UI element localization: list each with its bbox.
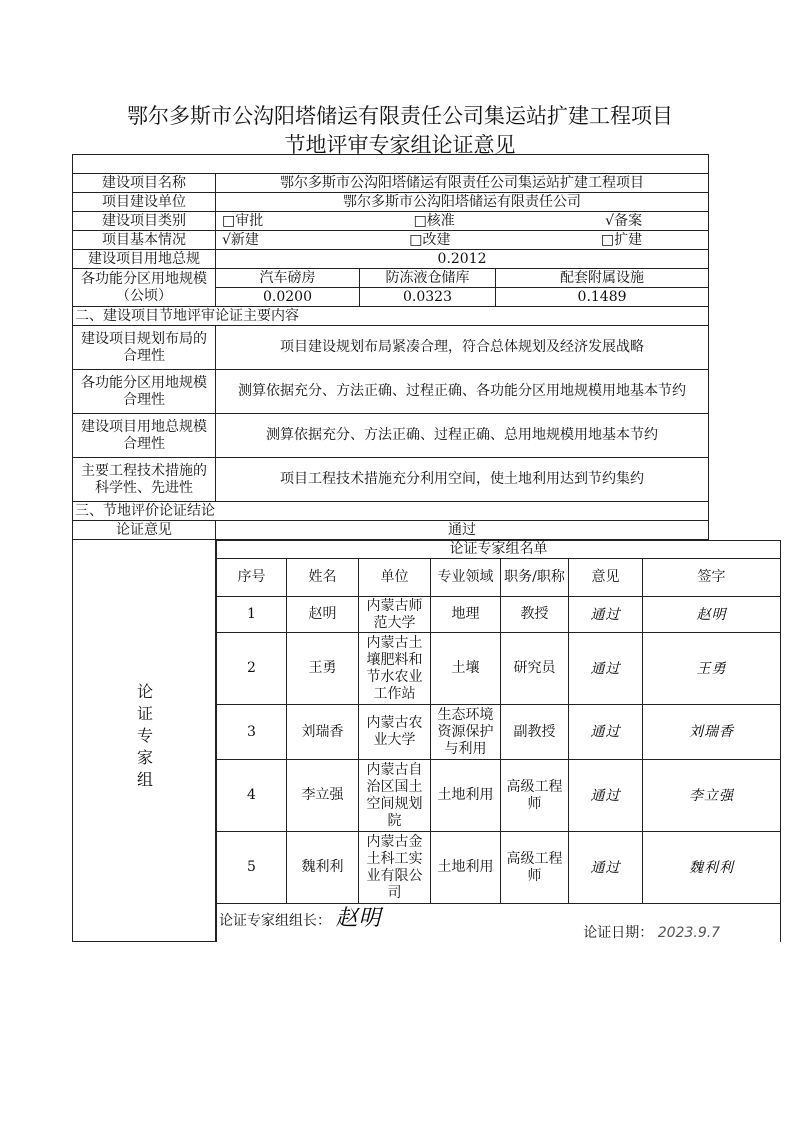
review-item-text: 项目工程技术措施充分利用空间，使土地利用达到节约集约 [216, 458, 709, 502]
project-name-value: 鄂尔多斯市公沟阳塔储运有限责任公司集运站扩建工程项目 [216, 174, 709, 193]
date-block [583, 925, 720, 942]
expert-field: 土地利用 [431, 832, 501, 904]
expert-opinion-handwritten: 通过 [569, 633, 643, 705]
zone3-name: 配套附属设施 [496, 269, 709, 288]
review-item-label: 各功能分区用地规模合理性 [73, 370, 216, 414]
expert-title: 研究员 [501, 633, 569, 705]
col-header-unit: 单位 [359, 559, 431, 597]
category-option-verify: □核准 [413, 212, 455, 229]
opinion-value: 通过 [216, 521, 709, 540]
project-category-label: 建设项目类别 [73, 212, 216, 231]
opinion-label: 论证意见 [73, 521, 216, 540]
expert-group-label-cell [73, 540, 216, 942]
zone-land-label: 各功能分区用地规模（公顷） [73, 269, 216, 307]
expert-no: 2 [217, 633, 287, 705]
project-basic-options [216, 231, 709, 250]
expert-field: 生态环境资源保护与利用 [431, 705, 501, 760]
expert-field: 土壤 [431, 633, 501, 705]
date-value: 2023.9.7 [657, 924, 721, 941]
zone1-name: 汽车磅房 [216, 269, 360, 288]
category-option-record: √备案 [605, 212, 643, 229]
expert-title: 副教授 [501, 705, 569, 760]
expert-no: 5 [217, 832, 287, 904]
review-form-table [72, 154, 735, 942]
expert-unit: 内蒙古农业大学 [359, 705, 431, 760]
basic-option-rebuild: □改建 [409, 231, 451, 248]
expert-title: 高级工程师 [501, 760, 569, 832]
category-option-approval: □审批 [222, 212, 264, 229]
project-name-label: 建设项目名称 [73, 174, 216, 193]
expert-opinion-handwritten: 通过 [569, 760, 643, 832]
col-header-field: 专业领域 [431, 559, 501, 597]
col-header-sign: 签字 [643, 559, 781, 597]
expert-signature: 王勇 [643, 633, 781, 705]
total-land-label: 建设项目用地总规 [73, 250, 216, 269]
expert-table [216, 540, 781, 942]
blank-header-row [73, 155, 709, 174]
expert-signature: 李立强 [643, 760, 781, 832]
document-subtitle: 节地评审专家组论证意见 [284, 133, 516, 157]
date-label: 论证日期： [583, 924, 654, 941]
col-header-no: 序号 [217, 559, 287, 597]
expert-title: 高级工程师 [501, 832, 569, 904]
leader-label: 论证专家组组长： [219, 913, 331, 929]
expert-name: 刘瑞香 [287, 705, 359, 760]
leader-signature: 赵明 [335, 906, 382, 931]
construction-unit-label: 项目建设单位 [73, 193, 216, 212]
expert-title: 教授 [501, 597, 569, 633]
expert-group-label: 论证专家组 [134, 683, 154, 793]
expert-list-cell [216, 540, 735, 942]
review-item-text: 测算依据充分、方法正确、过程正确、总用地规模用地基本节约 [216, 414, 709, 458]
review-item-text: 测算依据充分、方法正确、过程正确、各功能分区用地规模用地基本节约 [216, 370, 709, 414]
basic-option-new: √新建 [222, 231, 259, 248]
expert-unit: 内蒙古土壤肥料和节水农业工作站 [359, 633, 431, 705]
col-header-title: 职务/职称 [501, 559, 569, 597]
expert-signature: 赵明 [643, 597, 781, 633]
expert-signature: 刘瑞香 [643, 705, 781, 760]
section3-heading: 三、节地评价论证结论 [73, 502, 709, 521]
review-item-label: 建设项目规划布局的合理性 [73, 326, 216, 370]
expert-name: 李立强 [287, 760, 359, 832]
total-land-value: 0.2012 [216, 250, 709, 269]
expert-opinion-handwritten: 通过 [569, 597, 643, 633]
construction-unit-value: 鄂尔多斯市公沟阳塔储运有限责任公司 [216, 193, 709, 212]
basic-option-expand: □扩建 [600, 231, 643, 248]
expert-list-title: 论证专家组名单 [217, 541, 781, 559]
review-item-label: 建设项目用地总规模合理性 [73, 414, 216, 458]
expert-unit: 内蒙古金土科工实业有限公司 [359, 832, 431, 904]
expert-field: 地理 [431, 597, 501, 633]
project-category-options [216, 212, 709, 231]
expert-field: 土地利用 [431, 760, 501, 832]
zone1-value: 0.0200 [216, 288, 360, 307]
expert-opinion-handwritten: 通过 [569, 832, 643, 904]
review-item-text: 项目建设规划布局紧凑合理，符合总体规划及经济发展战略 [216, 326, 709, 370]
expert-no: 4 [217, 760, 287, 832]
section2-heading: 二、建设项目节地评审论证主要内容 [73, 307, 709, 326]
expert-name: 赵明 [287, 597, 359, 633]
zone2-name: 防冻液仓储库 [360, 269, 496, 288]
expert-unit: 内蒙古自治区国土空间规划院 [359, 760, 431, 832]
project-basic-label: 项目基本情况 [73, 231, 216, 250]
zone3-value: 0.1489 [496, 288, 709, 307]
expert-no: 1 [217, 597, 287, 633]
zone2-value: 0.0323 [360, 288, 496, 307]
review-item-label: 主要工程技术措施的科学性、先进性 [73, 458, 216, 502]
leader-sign-cell [217, 904, 781, 942]
expert-no: 3 [217, 705, 287, 760]
expert-name: 魏利利 [287, 832, 359, 904]
expert-unit: 内蒙古师范大学 [359, 597, 431, 633]
expert-name: 王勇 [287, 633, 359, 705]
col-header-name: 姓名 [287, 559, 359, 597]
document-title: 鄂尔多斯市公沟阳塔储运有限责任公司集运站扩建工程项目 [127, 104, 673, 128]
col-header-opinion: 意见 [569, 559, 643, 597]
expert-signature: 魏利利 [643, 832, 781, 904]
expert-opinion-handwritten: 通过 [569, 705, 643, 760]
